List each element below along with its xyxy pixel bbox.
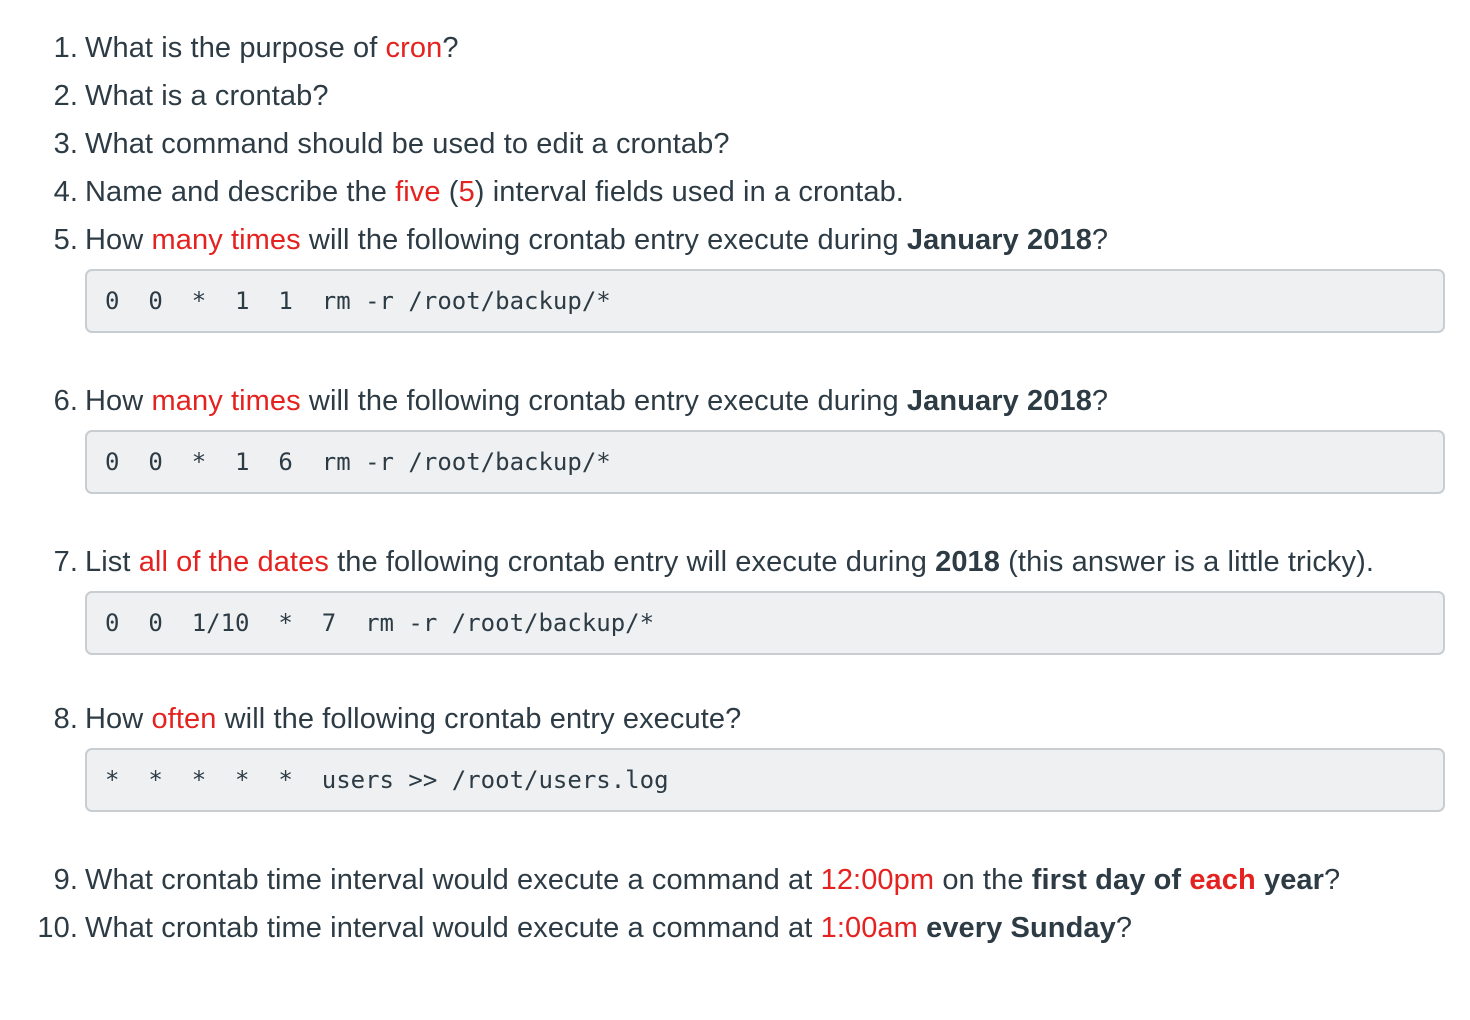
question-text-segment xyxy=(918,912,926,944)
question-text-segment: Name and describe the xyxy=(85,176,396,208)
question-text-segment: will the following crontab entry execute during xyxy=(300,385,907,417)
question-number: 2. xyxy=(53,80,78,112)
highlight-term: each xyxy=(1189,864,1256,896)
question-text-segment: What command should be used to edit a crontab? xyxy=(85,128,730,160)
highlight-term: many times xyxy=(151,224,301,256)
bold-term: every Sunday xyxy=(926,912,1116,944)
question-7 xyxy=(0,538,1470,586)
question-text-segment: will the following crontab entry execute? xyxy=(216,703,742,735)
spacer xyxy=(0,333,1470,377)
code-block-q8: * * * * * users >> /root/users.log xyxy=(85,748,1445,812)
highlight-term: 5 xyxy=(458,176,475,208)
question-9 xyxy=(0,856,1470,904)
question-text-segment: How xyxy=(85,703,152,735)
question-number: 4. xyxy=(53,176,78,208)
highlight-term: all of the dates xyxy=(138,546,329,578)
highlight-term: 12:00pm xyxy=(820,864,935,896)
bold-term: first day of xyxy=(1031,864,1190,896)
question-6 xyxy=(0,377,1470,425)
question-8 xyxy=(0,695,1470,743)
question-number: 6. xyxy=(53,385,78,417)
question-text-segment: List xyxy=(85,546,139,578)
question-text-segment: What is the purpose of xyxy=(85,32,386,64)
highlight-term: cron xyxy=(385,32,443,64)
question-10 xyxy=(0,904,1470,952)
question-text-segment: ( xyxy=(440,176,459,208)
question-text-segment: How xyxy=(85,385,152,417)
question-text-segment: How xyxy=(85,224,152,256)
question-text-segment: ? xyxy=(1115,912,1133,944)
bold-term: 2018 xyxy=(935,546,1001,578)
spacer xyxy=(0,494,1470,538)
question-1 xyxy=(0,24,1470,72)
highlight-term: 1:00am xyxy=(820,912,918,944)
spacer xyxy=(0,812,1470,856)
question-2 xyxy=(0,72,1470,120)
code-block-q6: 0 0 * 1 6 rm -r /root/backup/* xyxy=(85,430,1445,494)
question-text-segment: on the xyxy=(934,864,1032,896)
question-text-segment: ? xyxy=(1091,224,1109,256)
question-number: 9. xyxy=(53,864,78,896)
highlight-term: five xyxy=(395,176,441,208)
question-number: 7. xyxy=(53,546,78,578)
question-text-segment: What crontab time interval would execute a command at xyxy=(85,864,821,896)
question-text-segment: ? xyxy=(1324,864,1341,896)
spacer xyxy=(0,655,1470,695)
question-text-segment: ? xyxy=(442,32,459,64)
bold-term: January 2018 xyxy=(906,385,1092,417)
question-list xyxy=(0,24,1470,952)
code-block-q7: 0 0 1/10 * 7 rm -r /root/backup/* xyxy=(85,591,1445,655)
question-text-segment: (this answer is a little tricky). xyxy=(1000,546,1375,578)
question-number: 5. xyxy=(53,224,78,256)
bold-term: year xyxy=(1255,864,1325,896)
bold-term: January 2018 xyxy=(906,224,1092,256)
question-text-segment: What crontab time interval would execute a command at xyxy=(85,912,821,944)
question-text-segment: What is a crontab? xyxy=(85,80,329,112)
highlight-term: often xyxy=(151,703,217,735)
question-number: 10. xyxy=(37,912,78,944)
question-text-segment: will the following crontab entry execute during xyxy=(300,224,907,256)
question-4 xyxy=(0,168,1470,216)
highlight-term: many times xyxy=(151,385,301,417)
question-3 xyxy=(0,120,1470,168)
question-text-segment: ? xyxy=(1091,385,1109,417)
question-number: 3. xyxy=(53,128,78,160)
question-5 xyxy=(0,216,1470,264)
question-text-segment: ) interval fields used in a crontab. xyxy=(474,176,904,208)
question-number: 8. xyxy=(53,703,78,735)
code-block-q5: 0 0 * 1 1 rm -r /root/backup/* xyxy=(85,269,1445,333)
question-text-segment: the following crontab entry will execute during xyxy=(328,546,936,578)
question-number: 1. xyxy=(53,32,78,64)
